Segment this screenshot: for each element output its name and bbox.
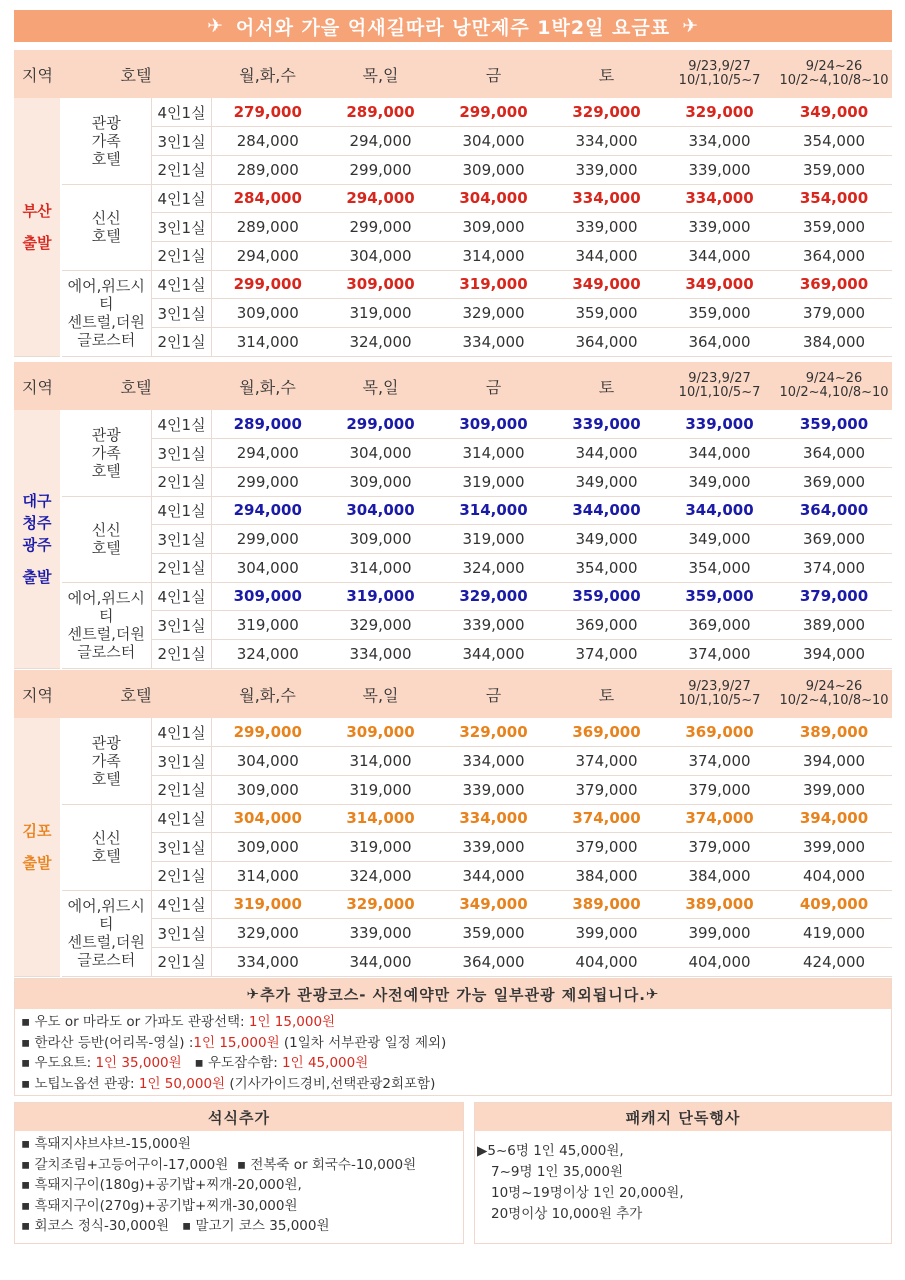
package-panel <box>474 1102 892 1244</box>
price-cell: 284,000 <box>211 127 324 156</box>
price-cell: 339,000 <box>550 213 663 242</box>
room-type: 3인1실 <box>151 747 211 776</box>
price-cell: 404,000 <box>776 861 892 890</box>
price-cell: 364,000 <box>663 328 776 357</box>
price-cell: 359,000 <box>663 582 776 611</box>
price-cell: 384,000 <box>776 328 892 357</box>
price-cell: 364,000 <box>550 328 663 357</box>
price-cell: 379,000 <box>550 833 663 862</box>
price-cell: 304,000 <box>437 184 550 213</box>
price-cell: 339,000 <box>663 410 776 439</box>
room-type: 2인1실 <box>151 775 211 804</box>
package-line: 10명~19명이상 1인 20,000원, <box>491 1185 684 1201</box>
price-cell: 354,000 <box>550 553 663 582</box>
price-cell: 314,000 <box>324 553 437 582</box>
price-cell: 369,000 <box>776 467 892 496</box>
header-region: 지역 <box>14 50 61 98</box>
price-cell: 324,000 <box>324 328 437 357</box>
price-cell: 359,000 <box>437 919 550 948</box>
airplane-icon: ✈ <box>206 15 224 37</box>
rate-table <box>14 362 892 669</box>
room-type: 2인1실 <box>151 467 211 496</box>
dinner-title: 석식추가 <box>15 1103 463 1131</box>
room-type: 4인1실 <box>151 98 211 127</box>
price-cell: 299,000 <box>211 718 324 747</box>
price-cell: 309,000 <box>211 833 324 862</box>
header-day: 목,일 <box>324 362 437 410</box>
price-cell: 314,000 <box>437 496 550 525</box>
room-type: 4인1실 <box>151 496 211 525</box>
price-cell: 299,000 <box>324 410 437 439</box>
price-cell: 359,000 <box>550 299 663 328</box>
room-type: 3인1실 <box>151 213 211 242</box>
package-title: 패캐지 단독행사 <box>475 1103 891 1131</box>
price-cell: 369,000 <box>550 611 663 640</box>
price-cell: 369,000 <box>663 718 776 747</box>
price-cell: 309,000 <box>211 582 324 611</box>
region-label: 부산 출발 <box>14 98 61 356</box>
price-cell: 324,000 <box>324 861 437 890</box>
price-cell: 329,000 <box>550 98 663 127</box>
header-day: 월,화,수 <box>211 670 324 718</box>
price-cell: 299,000 <box>211 525 324 554</box>
header-hotel: 호텔 <box>61 670 211 718</box>
price-cell: 374,000 <box>550 747 663 776</box>
price-cell: 344,000 <box>663 439 776 468</box>
dinner-panel <box>14 1102 464 1244</box>
extra-tour-header <box>15 979 891 1009</box>
price-cell: 394,000 <box>776 804 892 833</box>
price-cell: 329,000 <box>324 890 437 919</box>
hotel-name: 신신 호텔 <box>61 804 151 890</box>
room-type: 2인1실 <box>151 328 211 357</box>
price-cell: 309,000 <box>437 155 550 184</box>
region-label: 대구 청주 광주 출발 <box>14 410 61 668</box>
price-cell: 294,000 <box>211 496 324 525</box>
package-line: 7~9명 1인 35,000원 <box>491 1164 624 1180</box>
hotel-name: 관광 가족 호텔 <box>61 718 151 804</box>
airplane-icon: ✈ <box>645 985 660 1003</box>
price-cell: 314,000 <box>324 747 437 776</box>
table-row <box>14 410 892 439</box>
extra-item: ▪ 우도 or 마라도 or 가파도 관광선택: 1인 15,000원 <box>21 1014 336 1030</box>
price-cell: 339,000 <box>437 833 550 862</box>
hotel-name: 신신 호텔 <box>61 184 151 270</box>
room-type: 2인1실 <box>151 948 211 977</box>
hotel-name: 신신 호텔 <box>61 496 151 582</box>
price-cell: 404,000 <box>663 948 776 977</box>
price-cell: 309,000 <box>324 718 437 747</box>
price-cell: 319,000 <box>211 611 324 640</box>
price-cell: 309,000 <box>211 299 324 328</box>
dinner-item: ▪ 흑돼지구이(180g)+공기밥+찌개-20,000원, <box>21 1177 302 1193</box>
price-cell: 394,000 <box>776 640 892 669</box>
price-cell: 344,000 <box>550 439 663 468</box>
room-type: 2인1실 <box>151 553 211 582</box>
price-cell: 359,000 <box>776 410 892 439</box>
price-cell: 299,000 <box>324 213 437 242</box>
price-cell: 289,000 <box>211 410 324 439</box>
price-cell: 359,000 <box>776 155 892 184</box>
price-cell: 299,000 <box>324 155 437 184</box>
price-cell: 359,000 <box>663 299 776 328</box>
price-cell: 349,000 <box>776 98 892 127</box>
room-type: 3인1실 <box>151 299 211 328</box>
price-cell: 359,000 <box>776 213 892 242</box>
room-type: 4인1실 <box>151 184 211 213</box>
hotel-name: 관광 가족 호텔 <box>61 98 151 184</box>
arrow-right-icon: ▶ <box>477 1143 488 1159</box>
price-cell: 379,000 <box>776 299 892 328</box>
price-cell: 284,000 <box>211 184 324 213</box>
price-cell: 334,000 <box>211 948 324 977</box>
price-cell: 339,000 <box>663 155 776 184</box>
price-cell: 294,000 <box>324 127 437 156</box>
price-cell: 319,000 <box>437 270 550 299</box>
price-cell: 369,000 <box>776 270 892 299</box>
room-type: 4인1실 <box>151 890 211 919</box>
price-cell: 329,000 <box>437 582 550 611</box>
price-cell: 344,000 <box>437 861 550 890</box>
price-cell: 419,000 <box>776 919 892 948</box>
title-banner <box>14 10 892 42</box>
price-cell: 314,000 <box>437 439 550 468</box>
price-cell: 329,000 <box>437 718 550 747</box>
price-cell: 344,000 <box>550 496 663 525</box>
rate-table <box>14 670 892 977</box>
price-cell: 289,000 <box>211 155 324 184</box>
price-cell: 369,000 <box>663 611 776 640</box>
price-cell: 389,000 <box>663 890 776 919</box>
extra-item: ▪ 노팁노옵션 관광: 1인 50,000원 (기사가이드경비,선택관광2회포함) <box>21 1075 436 1092</box>
price-cell: 319,000 <box>324 299 437 328</box>
price-cell: 379,000 <box>663 775 776 804</box>
price-cell: 334,000 <box>663 127 776 156</box>
price-cell: 319,000 <box>437 525 550 554</box>
price-cell: 304,000 <box>324 496 437 525</box>
price-cell: 374,000 <box>776 553 892 582</box>
room-type: 3인1실 <box>151 611 211 640</box>
extra-item: ▪ 우도요트: 1인 35,000원 ▪ 우도잠수함: 1인 45,000원 <box>21 1055 369 1071</box>
package-line: ▶5~6명 1인 45,000원, <box>477 1143 624 1159</box>
price-cell: 334,000 <box>663 184 776 213</box>
room-type: 4인1실 <box>151 804 211 833</box>
header-day: 토 <box>550 50 663 98</box>
price-cell: 334,000 <box>437 328 550 357</box>
price-cell: 289,000 <box>324 98 437 127</box>
price-cell: 369,000 <box>550 718 663 747</box>
header-day: 금 <box>437 670 550 718</box>
price-cell: 389,000 <box>550 890 663 919</box>
header-day: 목,일 <box>324 50 437 98</box>
price-cell: 319,000 <box>324 582 437 611</box>
hotel-name: 에어,위드시티 센트럴,더원 글로스터 <box>61 890 151 976</box>
room-type: 3인1실 <box>151 833 211 862</box>
price-cell: 329,000 <box>663 98 776 127</box>
price-cell: 384,000 <box>550 861 663 890</box>
price-cell: 319,000 <box>211 890 324 919</box>
room-type: 2인1실 <box>151 861 211 890</box>
header-day: 월,화,수 <box>211 362 324 410</box>
price-cell: 344,000 <box>663 496 776 525</box>
table-row <box>14 496 892 525</box>
price-cell: 344,000 <box>550 241 663 270</box>
package-lines <box>475 1131 891 1235</box>
price-cell: 334,000 <box>550 127 663 156</box>
price-cell: 319,000 <box>324 775 437 804</box>
price-cell: 329,000 <box>324 611 437 640</box>
price-cell: 319,000 <box>324 833 437 862</box>
price-cell: 409,000 <box>776 890 892 919</box>
table-row <box>14 184 892 213</box>
price-cell: 324,000 <box>437 553 550 582</box>
header-hotel: 호텔 <box>61 362 211 410</box>
price-cell: 349,000 <box>550 270 663 299</box>
price-cell: 344,000 <box>437 640 550 669</box>
dinner-item: ▪ 흑돼지샤브샤브-15,000원 <box>21 1136 191 1152</box>
header-date: 9/24~26 10/2~4,10/8~10 <box>776 50 892 98</box>
price-cell: 389,000 <box>776 611 892 640</box>
price-cell: 364,000 <box>776 496 892 525</box>
room-type: 4인1실 <box>151 270 211 299</box>
header-day: 토 <box>550 362 663 410</box>
price-cell: 339,000 <box>550 410 663 439</box>
price-cell: 374,000 <box>550 804 663 833</box>
room-type: 3인1실 <box>151 127 211 156</box>
price-cell: 339,000 <box>437 775 550 804</box>
price-cell: 364,000 <box>776 241 892 270</box>
price-cell: 294,000 <box>211 241 324 270</box>
price-cell: 344,000 <box>663 241 776 270</box>
price-cell: 309,000 <box>324 467 437 496</box>
price-cell: 364,000 <box>776 439 892 468</box>
price-cell: 424,000 <box>776 948 892 977</box>
airplane-icon: ✈ <box>246 985 261 1003</box>
extra-tour-panel <box>14 978 892 1096</box>
header-region: 지역 <box>14 362 61 410</box>
table-row <box>14 804 892 833</box>
table-row <box>14 98 892 127</box>
hotel-name: 에어,위드시티 센트럴,더원 글로스터 <box>61 270 151 356</box>
dinner-item: ▪ 흑돼지구이(270g)+공기밥+찌개-30,000원 <box>21 1197 298 1214</box>
price-cell: 334,000 <box>437 747 550 776</box>
price-cell: 309,000 <box>211 775 324 804</box>
price-cell: 304,000 <box>437 127 550 156</box>
price-cell: 404,000 <box>550 948 663 977</box>
price-cell: 314,000 <box>211 328 324 357</box>
price-cell: 299,000 <box>211 467 324 496</box>
dinner-item: ▪ 갈치조림+고등어구이-17,000원 ▪ 전복죽 or 회국수-10,000원 <box>21 1156 417 1173</box>
price-cell: 354,000 <box>776 127 892 156</box>
price-cell: 294,000 <box>324 184 437 213</box>
price-cell: 309,000 <box>437 410 550 439</box>
header-region: 지역 <box>14 670 61 718</box>
price-cell: 354,000 <box>663 553 776 582</box>
price-cell: 314,000 <box>437 241 550 270</box>
room-type: 4인1실 <box>151 582 211 611</box>
price-cell: 294,000 <box>211 439 324 468</box>
room-type: 2인1실 <box>151 640 211 669</box>
price-cell: 279,000 <box>211 98 324 127</box>
price-cell: 399,000 <box>550 919 663 948</box>
room-type: 3인1실 <box>151 439 211 468</box>
price-cell: 349,000 <box>663 270 776 299</box>
room-type: 3인1실 <box>151 525 211 554</box>
price-cell: 389,000 <box>776 718 892 747</box>
room-type: 2인1실 <box>151 155 211 184</box>
price-cell: 339,000 <box>437 611 550 640</box>
page-title: 어서와 가을 억새길따라 낭만제주 1박2일 요금표 <box>235 16 671 39</box>
price-cell: 324,000 <box>211 640 324 669</box>
room-type: 4인1실 <box>151 410 211 439</box>
price-cell: 309,000 <box>324 525 437 554</box>
price-cell: 374,000 <box>663 747 776 776</box>
hotel-name: 에어,위드시티 센트럴,더원 글로스터 <box>61 582 151 668</box>
header-date: 9/23,9/27 10/1,10/5~7 <box>663 362 776 410</box>
dinner-item: ▪ 회코스 정식-30,000원 ▪ 말고기 코스 35,000원 <box>21 1218 330 1234</box>
header-day: 금 <box>437 362 550 410</box>
room-type: 3인1실 <box>151 919 211 948</box>
room-type: 4인1실 <box>151 718 211 747</box>
table-row <box>14 582 892 611</box>
price-cell: 304,000 <box>211 804 324 833</box>
table-row <box>14 718 892 747</box>
header-date: 9/24~26 10/2~4,10/8~10 <box>776 362 892 410</box>
header-date: 9/24~26 10/2~4,10/8~10 <box>776 670 892 718</box>
room-type: 2인1실 <box>151 241 211 270</box>
price-cell: 379,000 <box>776 582 892 611</box>
price-cell: 304,000 <box>211 747 324 776</box>
package-line: 20명이상 10,000원 추가 <box>491 1206 643 1222</box>
price-cell: 329,000 <box>437 299 550 328</box>
price-cell: 359,000 <box>550 582 663 611</box>
price-cell: 339,000 <box>663 213 776 242</box>
price-cell: 344,000 <box>324 948 437 977</box>
rate-table <box>14 50 892 357</box>
price-cell: 384,000 <box>663 861 776 890</box>
extra-item: ▪ 한라산 등반(어리목-영실) :1인 15,000원 (1일차 서부관광 일정 제외) <box>21 1034 447 1051</box>
price-cell: 304,000 <box>324 439 437 468</box>
price-cell: 374,000 <box>663 640 776 669</box>
price-cell: 334,000 <box>324 640 437 669</box>
header-day: 월,화,수 <box>211 50 324 98</box>
price-cell: 319,000 <box>437 467 550 496</box>
price-cell: 349,000 <box>663 525 776 554</box>
price-cell: 339,000 <box>324 919 437 948</box>
price-cell: 304,000 <box>324 241 437 270</box>
header-date: 9/23,9/27 10/1,10/5~7 <box>663 50 776 98</box>
price-cell: 289,000 <box>211 213 324 242</box>
extra-tour-title: 추가 관광코스- 사전예약만 가능 일부관광 제외됩니다. <box>260 985 646 1004</box>
price-cell: 399,000 <box>776 775 892 804</box>
price-cell: 349,000 <box>550 467 663 496</box>
price-cell: 379,000 <box>550 775 663 804</box>
price-cell: 299,000 <box>211 270 324 299</box>
header-date: 9/23,9/27 10/1,10/5~7 <box>663 670 776 718</box>
price-cell: 299,000 <box>437 98 550 127</box>
hotel-name: 관광 가족 호텔 <box>61 410 151 496</box>
price-cell: 304,000 <box>211 553 324 582</box>
price-cell: 334,000 <box>550 184 663 213</box>
price-cell: 349,000 <box>550 525 663 554</box>
region-label: 김포 출발 <box>14 718 61 976</box>
price-cell: 374,000 <box>663 804 776 833</box>
price-cell: 309,000 <box>437 213 550 242</box>
price-cell: 309,000 <box>324 270 437 299</box>
table-row <box>14 270 892 299</box>
header-hotel: 호텔 <box>61 50 211 98</box>
price-cell: 369,000 <box>776 525 892 554</box>
header-day: 목,일 <box>324 670 437 718</box>
header-day: 토 <box>550 670 663 718</box>
price-cell: 399,000 <box>776 833 892 862</box>
price-cell: 399,000 <box>663 919 776 948</box>
price-cell: 339,000 <box>550 155 663 184</box>
header-day: 금 <box>437 50 550 98</box>
price-cell: 394,000 <box>776 747 892 776</box>
price-cell: 349,000 <box>663 467 776 496</box>
price-cell: 334,000 <box>437 804 550 833</box>
price-cell: 314,000 <box>324 804 437 833</box>
table-row <box>14 890 892 919</box>
price-cell: 354,000 <box>776 184 892 213</box>
airplane-icon: ✈ <box>682 15 700 37</box>
price-cell: 364,000 <box>437 948 550 977</box>
price-cell: 329,000 <box>211 919 324 948</box>
price-cell: 314,000 <box>211 861 324 890</box>
price-cell: 374,000 <box>550 640 663 669</box>
price-cell: 349,000 <box>437 890 550 919</box>
price-cell: 379,000 <box>663 833 776 862</box>
